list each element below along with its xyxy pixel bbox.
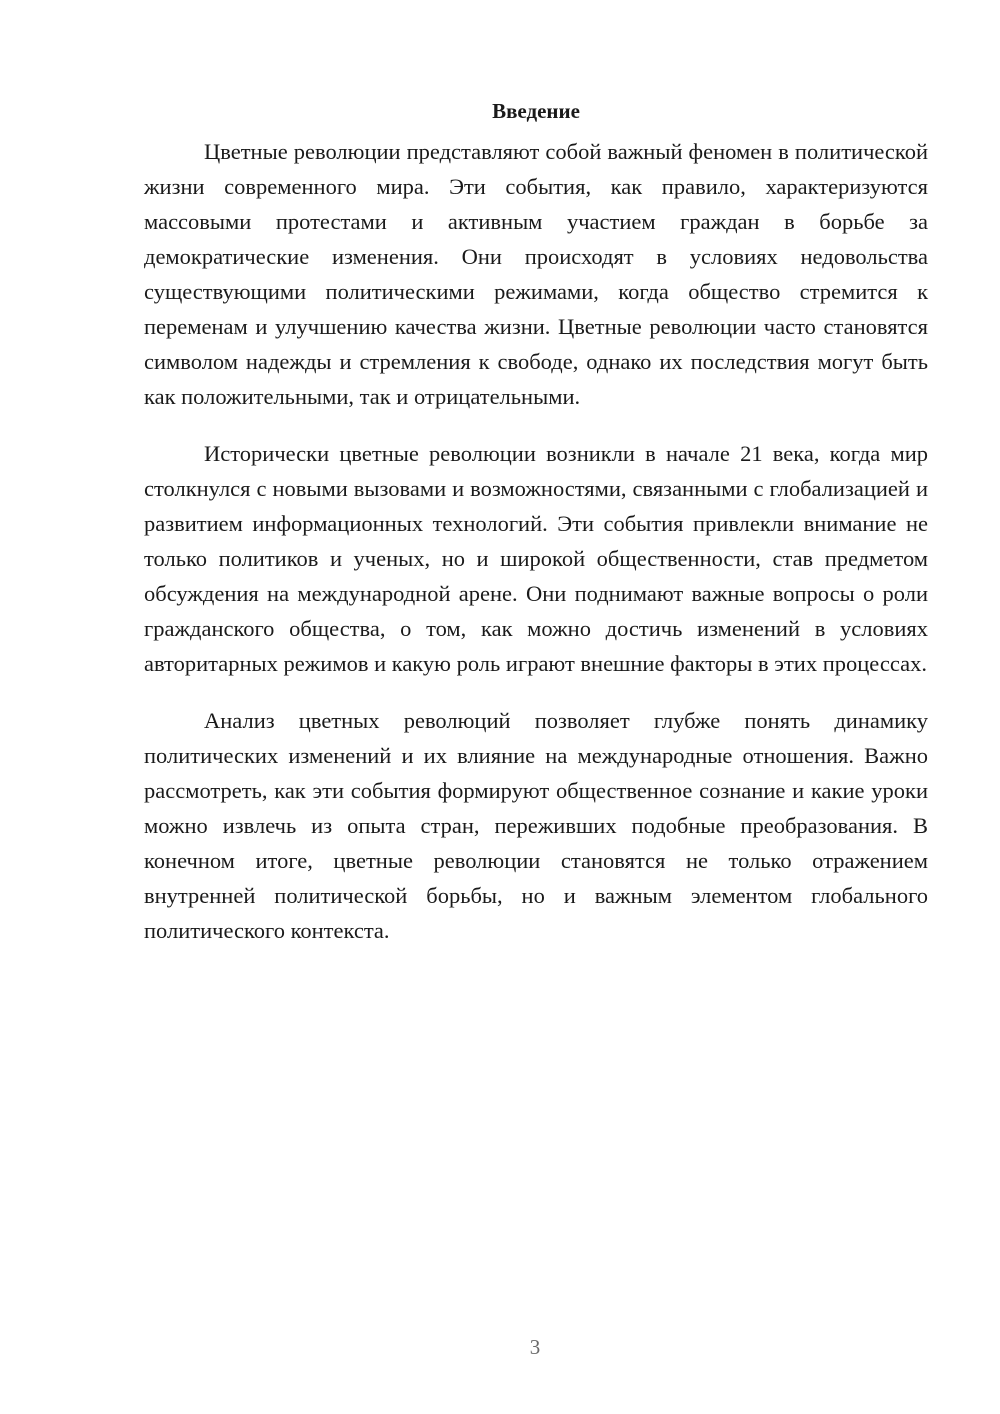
section-title: Введение — [492, 99, 580, 123]
page-number: 3 — [529, 1335, 541, 1359]
page-content — [144, 96, 928, 970]
paragraph-1: Цветные революции представляют собой важный феномен в политической жизни современного мира. Эти события, как правило, характеризуются массовыми протестами и активным участием граждан в борьбе за демократические изменения. Они происходят в условиях недовольства существующими политическими режимами, когда общество стремится к переменам и улучшению качества жизни. Цветные революции часто становятся символом надежды и стремления к свободе, однако их последствия могут быть как положительными, так и отрицательными. — [144, 139, 928, 409]
paragraph-2: Исторически цветные революции возникли в начале 21 века, когда мир столкнулся с новыми вызовами и возможностями, связанными с глобализацией и развитием информационных технологий. Эти события привлекли внимание не только политиков и ученых, но и широкой общественности, став предметом обсуждения на международной арене. Они поднимают важные вопросы о роли гражданского общества, о том, как можно достичь изменений в условиях авторитарных режимов и какую роль играют внешние факторы в этих процессах. — [144, 441, 928, 676]
paragraph-3: Анализ цветных революций позволяет глубже понять динамику политических изменений и их влияние на международные отношения. Важно рассмотреть, как эти события формируют общественное сознание и какие уроки можно извлечь из опыта стран, переживших подобные преобразования. В конечном итоге, цветные революции становятся не только отражением внутренней политической борьбы, но и важным элементом глобального политического контекста. — [144, 708, 928, 943]
